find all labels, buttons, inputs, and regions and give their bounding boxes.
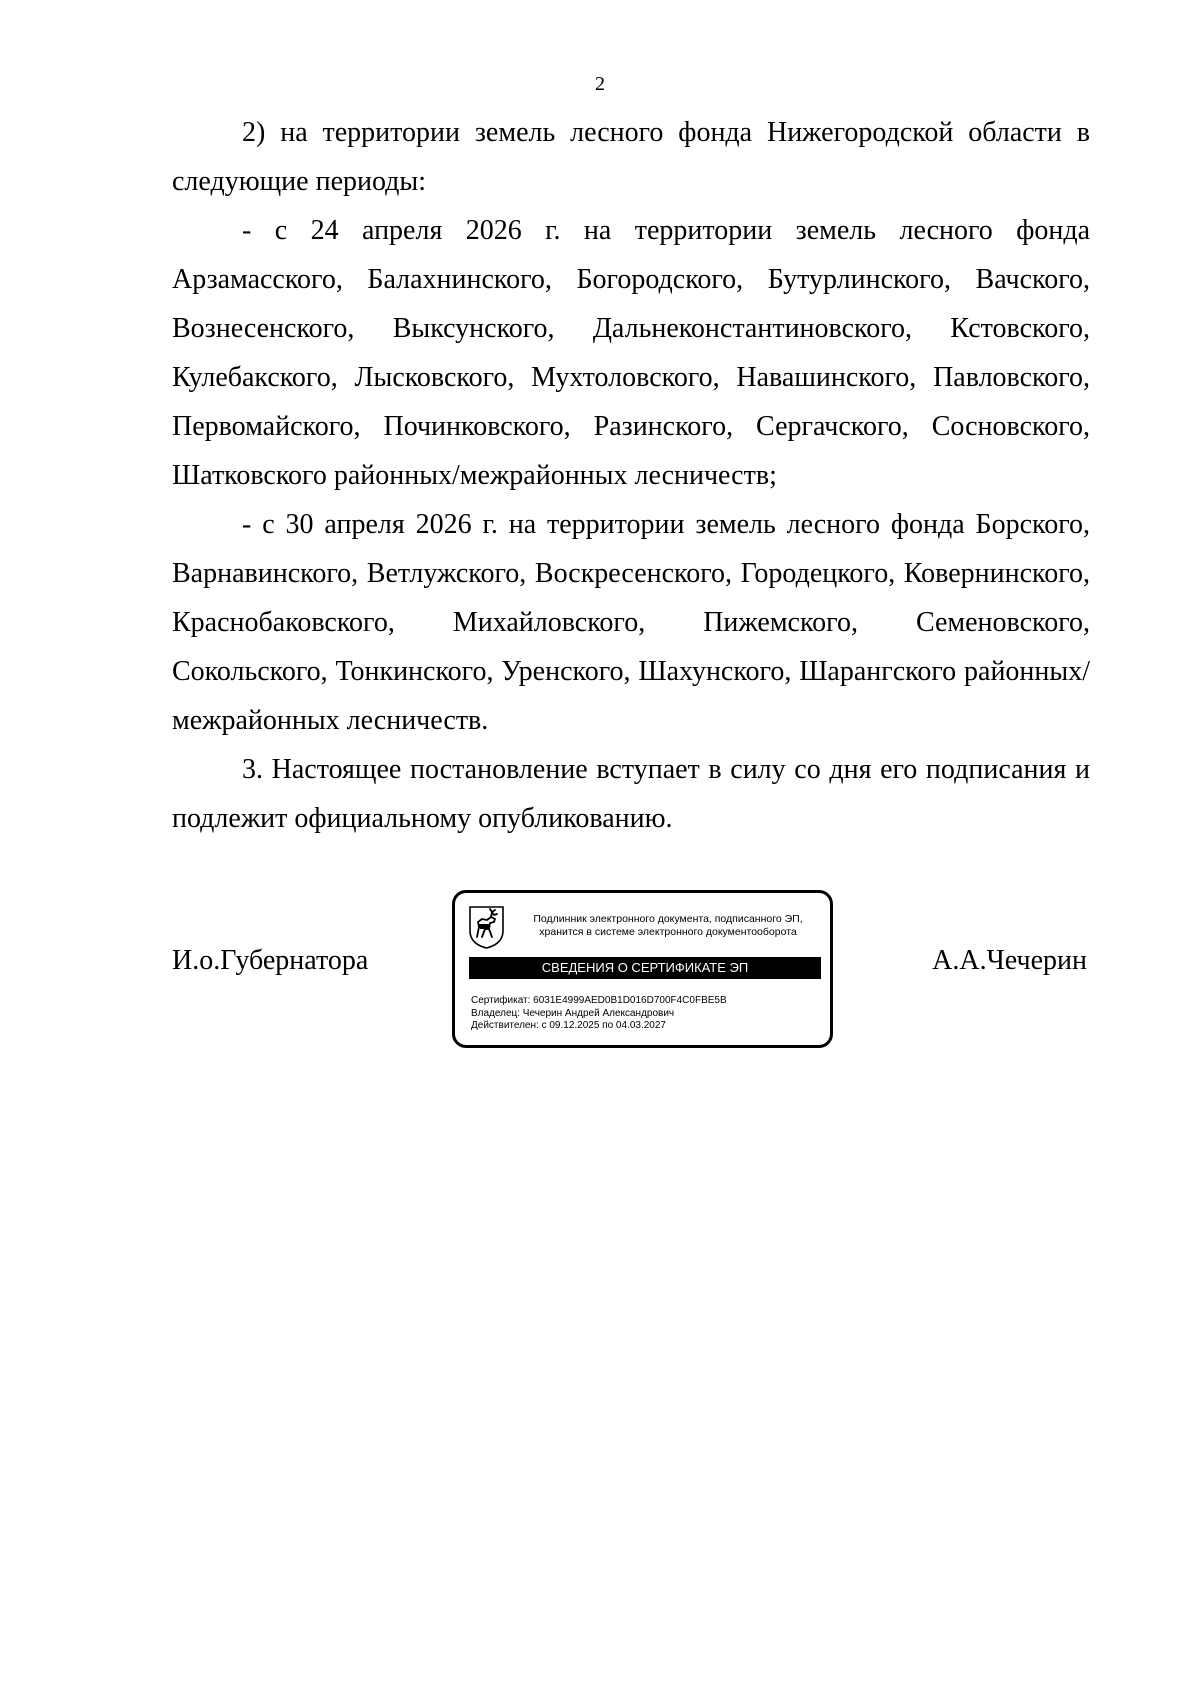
stamp-header xyxy=(513,913,823,939)
paragraph-effective-date: 3. Настоящее постановление вступает в силу со дня его подписания и подлежит официальному опубликованию. xyxy=(172,754,1090,834)
stamp-header-line-1: Подлинник электронного документа, подписанного ЭП, xyxy=(533,913,803,925)
paragraph-april-24-districts: - с 24 апреля 2026 г. на территории земель лесного фонда Арзамасского, Балахнинского, Богородского, Бутурлинского, Вачского, Вознесенского, Выксунского, Дальнеконстантиновского, Кстовского, Кулебакского, Лысковского, Мухтоловского, Навашинского, Павловского, Первомайского, Починковского, Разинского, Сергачского, Сосновского, Шатковского районных/межрайонных лесничеств; xyxy=(172,215,1090,491)
page-number: 2 xyxy=(595,73,605,95)
stamp-certificate-title: СВЕДЕНИЯ О СЕРТИФИКАТЕ ЭП xyxy=(469,957,821,979)
paragraph-forest-lands-periods: 2) на территории земель лесного фонда Нижегородской области в следующие периоды: xyxy=(172,117,1090,197)
stamp-certificate-number: Сертификат: 6031E4999AED0B1D016D700F4C0FBE5B xyxy=(471,995,727,1006)
stamp-owner: Владелец: Чечерин Андрей Александрович xyxy=(471,1007,675,1019)
electronic-signature-stamp xyxy=(452,890,833,1048)
stamp-header-line-2: хранится в системе электронного документооборота xyxy=(539,926,797,938)
paragraph-april-30-districts: - с 30 апреля 2026 г. на территории земель лесного фонда Борского, Варнавинского, Ветлужского, Воскресенского, Городецкого, Ковернинского, Краснобаковского, Михайловского, Пижемского, Семеновского, Сокольского, Тонкинского, Уренского, Шахунского, Шарангского районных/межрайонных лесничеств. xyxy=(172,509,1090,736)
stamp-certificate-details xyxy=(471,995,727,1033)
document-body xyxy=(172,108,1090,843)
stamp-validity: Действителен: с 09.12.2025 по 04.03.2027 xyxy=(471,1020,666,1031)
signatory-position: И.о.Губернатора xyxy=(172,945,369,976)
signatory-name: А.А.Чечерин xyxy=(932,945,1087,976)
deer-coat-of-arms-icon xyxy=(468,905,505,949)
